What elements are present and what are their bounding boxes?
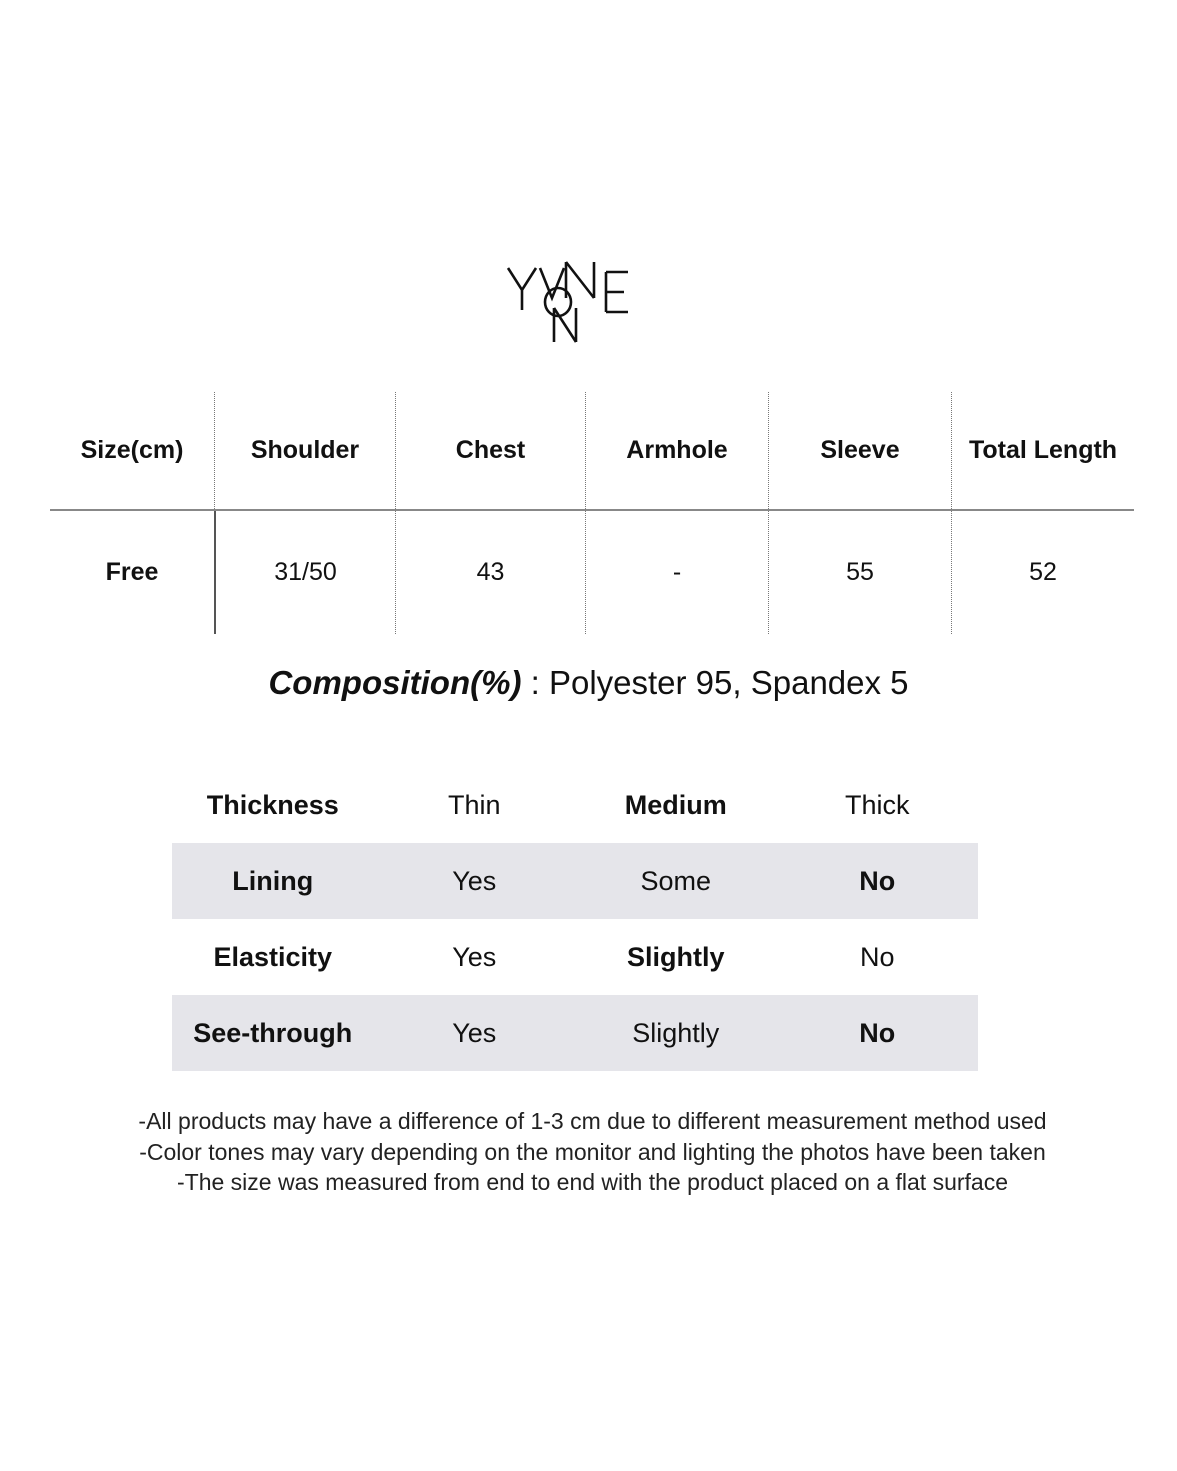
composition-label: Composition(%) <box>268 664 522 701</box>
fabric-option-selected: No <box>859 865 896 896</box>
cell-chest: 43 <box>395 511 585 634</box>
fabric-row-elasticity <box>172 919 978 995</box>
note-line: -The size was measured from end to end with the product placed on a flat surface <box>177 1169 1008 1195</box>
fabric-label: Lining <box>232 865 314 896</box>
cell-sleeve: 55 <box>768 511 951 634</box>
size-table-row <box>50 511 1134 634</box>
header-sleeve: Sleeve <box>768 392 951 509</box>
note-line: -All products may have a difference of 1-3 cm due to different measurement method used <box>138 1108 1047 1134</box>
cell-armhole: - <box>585 511 768 634</box>
fabric-row-thickness <box>172 767 978 843</box>
notes <box>0 1106 1177 1198</box>
fabric-option: Yes <box>452 1017 497 1048</box>
fabric-option-selected: No <box>859 1017 896 1048</box>
composition-line <box>0 664 1177 702</box>
brand-logo <box>500 250 650 350</box>
header-size: Size(cm) <box>80 436 184 464</box>
fabric-row-see-through <box>172 995 978 1071</box>
header-shoulder: Shoulder <box>214 392 395 509</box>
note-line: -Color tones may vary depending on the monitor and lighting the photos have been taken <box>139 1138 1046 1165</box>
fabric-option: Slightly <box>632 1017 720 1048</box>
header-armhole: Armhole <box>585 392 768 509</box>
fabric-table <box>172 767 978 1071</box>
fabric-label: See-through <box>193 1017 353 1048</box>
fabric-option: Thin <box>447 789 501 820</box>
fabric-option-selected: Slightly <box>626 941 725 972</box>
composition-value: Polyester 95, Spandex 5 <box>548 664 909 701</box>
fabric-option-selected: Medium <box>624 789 727 820</box>
cell-shoulder: 31/50 <box>214 511 395 634</box>
fabric-option: Thick <box>844 789 910 820</box>
fabric-option: Yes <box>452 941 497 972</box>
size-table <box>50 392 1134 634</box>
fabric-label: Elasticity <box>213 941 333 972</box>
header-chest: Chest <box>395 392 585 509</box>
fabric-row-lining <box>172 843 978 919</box>
fabric-option: Yes <box>452 865 497 896</box>
size-table-header <box>50 392 1134 511</box>
fabric-label: Thickness <box>206 789 339 820</box>
header-total-length: Total Length <box>951 392 1134 509</box>
cell-size: Free <box>105 558 159 586</box>
cell-total-length: 52 <box>951 511 1134 634</box>
brand-logo-mark <box>500 250 650 350</box>
fabric-option: Some <box>640 865 712 896</box>
composition-separator: : <box>521 664 549 701</box>
fabric-option: No <box>859 941 895 972</box>
